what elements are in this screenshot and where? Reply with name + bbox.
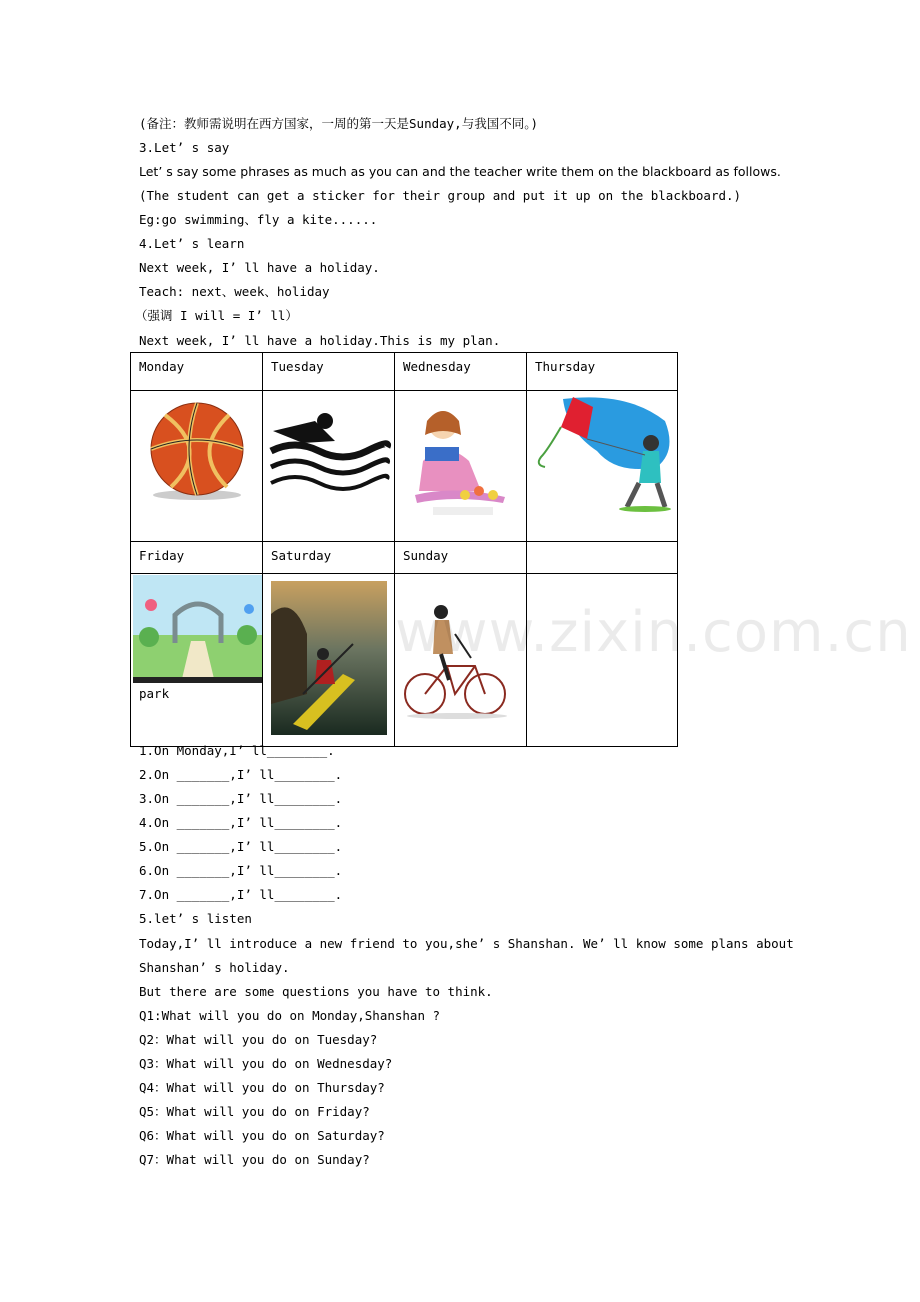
basketball-image: [131, 391, 262, 537]
listen-intro-line2: Shanshan’ s holiday.: [139, 960, 290, 975]
park-label: park: [139, 686, 170, 701]
teacher-note: (备注：教师需说明在西方国家，一周的第一天是Sunday,与我国不同。): [139, 116, 538, 131]
exercise-1: 1.On Monday,I’ ll________.: [139, 743, 335, 758]
question-4: Q4：What will you do on Thursday?: [139, 1080, 385, 1095]
question-7: Q7：What will you do on Sunday?: [139, 1152, 370, 1167]
question-3: Q3：What will you do on Wednesday?: [139, 1056, 393, 1071]
cell-thursday: Thursday: [527, 353, 678, 391]
cell-empty: [527, 574, 678, 747]
question-1: Q1:What will you do on Monday,Shanshan ?: [139, 1008, 441, 1023]
section-lets-learn-title: 4.Let’ s learn: [139, 236, 245, 251]
cell-tuesday: Tuesday: [263, 353, 395, 391]
boy-flying-kite-image: [527, 391, 677, 537]
question-2: Q2：What will you do on Tuesday?: [139, 1032, 378, 1047]
girl-reading-image: [395, 391, 526, 537]
listen-intro-line3: But there are some questions you have to think.: [139, 984, 493, 999]
listen-intro-line1: Today,I’ ll introduce a new friend to you,she’ s Shanshan. We’ ll know some plans about: [139, 936, 794, 951]
park-image: [131, 575, 262, 685]
exercise-3: 3.On _______,I’ ll________.: [139, 791, 343, 806]
section-lets-say-title: 3.Let’ s say: [139, 140, 230, 155]
cell-monday: Monday: [131, 353, 263, 391]
teach-words: Teach: next、week、holiday: [139, 284, 330, 299]
exercise-4: 4.On _______,I’ ll________.: [139, 815, 343, 830]
cell-friday: Friday: [131, 542, 263, 574]
cell-thursday-image: [527, 391, 678, 542]
sticker-note: (The student can get a sticker for their group and put it up on the blackboard.): [139, 188, 742, 203]
cell-friday-image: [131, 574, 263, 747]
holiday-sentence: Next week, I’ ll have a holiday.: [139, 260, 380, 275]
girl-riding-bike-image: [395, 574, 526, 742]
plan-sentence: Next week, I’ ll have a holiday.This is my plan.: [139, 333, 501, 348]
cell-wednesday-image: [395, 391, 527, 542]
cell-saturday: Saturday: [263, 542, 395, 574]
cell-sunday-image: [395, 574, 527, 747]
cell-monday-image: [131, 391, 263, 542]
example-phrases: Eg:go swimming、fly a kite......: [139, 212, 378, 227]
lets-say-description: Let’ s say some phrases as much as you can and the teacher write them on the blackboard as follows.: [139, 164, 781, 179]
exercise-5: 5.On _______,I’ ll________.: [139, 839, 343, 854]
cell-empty-header: [527, 542, 678, 574]
question-5: Q5：What will you do on Friday?: [139, 1104, 370, 1119]
section-lets-listen-title: 5.let’ s listen: [139, 911, 252, 926]
exercise-2: 2.On _______,I’ ll________.: [139, 767, 343, 782]
cell-wednesday: Wednesday: [395, 353, 527, 391]
exercise-6: 6.On _______,I’ ll________.: [139, 863, 343, 878]
exercise-7: 7.On _______,I’ ll________.: [139, 887, 343, 902]
question-6: Q6：What will you do on Saturday?: [139, 1128, 385, 1143]
boating-image: [263, 574, 394, 742]
swimming-symbol-image: [263, 391, 394, 537]
watermark: www.zixin.com.cn: [395, 600, 912, 665]
weekly-plan-table: [130, 352, 678, 747]
cell-saturday-image: [263, 574, 395, 747]
cell-tuesday-image: [263, 391, 395, 542]
cell-sunday: Sunday: [395, 542, 527, 574]
stress-note: （强调 I will = I’ ll）: [135, 308, 298, 323]
